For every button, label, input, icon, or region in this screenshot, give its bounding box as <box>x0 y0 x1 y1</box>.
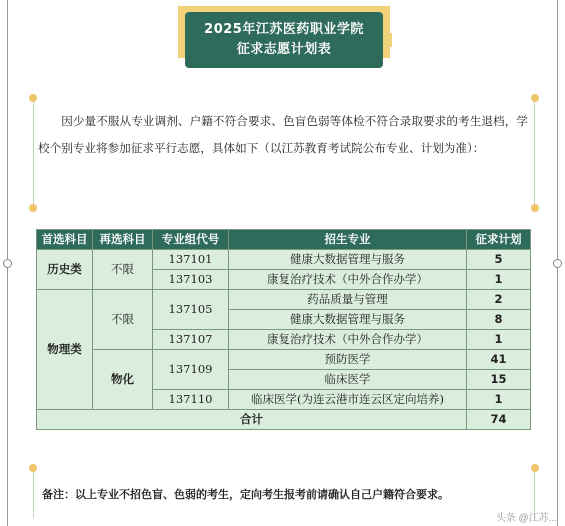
group-code-cell: 137107 <box>153 330 229 350</box>
title-line-2: 征求志愿计划表 <box>236 42 332 57</box>
count-cell: 2 <box>467 290 531 310</box>
total-row <box>37 410 531 430</box>
header-major: 招生专业 <box>229 230 467 250</box>
second-subject-cell: 物化 <box>93 350 153 410</box>
count-cell: 1 <box>467 390 531 410</box>
page-title <box>185 12 383 68</box>
second-subject-cell: 不限 <box>93 250 153 290</box>
major-cell: 临床医学(为连云港市连云区定向培养) <box>229 390 467 410</box>
major-cell: 健康大数据管理与服务 <box>229 310 467 330</box>
group-code-cell: 137103 <box>153 270 229 290</box>
header-group-code: 专业组代号 <box>153 230 229 250</box>
count-cell: 5 <box>467 250 531 270</box>
second-subject-cell: 不限 <box>93 290 153 350</box>
count-cell: 8 <box>467 310 531 330</box>
first-subject-cell: 历史类 <box>37 250 93 290</box>
corner-dot <box>29 94 37 102</box>
total-value: 74 <box>467 410 531 430</box>
header-second-subject: 再选科目 <box>93 230 153 250</box>
intro-paragraph: 因少量不服从专业调剂、户籍不符合要求、色盲色弱等体检不符合录取要求的考生退档，学校个别专业将参加征求平行志愿，具体如下（以江苏教育考试院公布专业、计划为准）： <box>38 114 528 155</box>
total-label: 合计 <box>37 410 467 430</box>
corner-dot <box>29 464 37 472</box>
table-row <box>37 250 531 270</box>
major-cell: 药品质量与管理 <box>229 290 467 310</box>
count-cell: 41 <box>467 350 531 370</box>
header-plan-count: 征求计划 <box>467 230 531 250</box>
corner-dot <box>531 94 539 102</box>
major-cell: 临床医学 <box>229 370 467 390</box>
group-code-cell: 137105 <box>153 290 229 330</box>
group-code-cell: 137101 <box>153 250 229 270</box>
group-code-cell: 137109 <box>153 350 229 390</box>
major-cell: 预防医学 <box>229 350 467 370</box>
major-cell: 康复治疗技术（中外合作办学） <box>229 330 467 350</box>
count-cell: 1 <box>467 270 531 290</box>
table-row <box>37 290 531 310</box>
corner-dot <box>531 204 539 212</box>
header-first-subject: 首选科目 <box>37 230 93 250</box>
count-cell: 15 <box>467 370 531 390</box>
group-code-cell: 137110 <box>153 390 229 410</box>
corner-dot <box>531 464 539 472</box>
watermark: 头条 @江苏... <box>495 513 557 524</box>
plan-table <box>36 229 531 430</box>
count-cell: 1 <box>467 330 531 350</box>
table-header-row <box>37 230 531 250</box>
corner-dot <box>29 204 37 212</box>
resize-handle-right[interactable] <box>553 259 562 268</box>
note-text: 备注：以上专业不招色盲、色弱的考生，定向考生报考前请确认自己户籍符合要求。 <box>42 488 449 501</box>
table-row <box>37 350 531 370</box>
major-cell: 健康大数据管理与服务 <box>229 250 467 270</box>
resize-handle-left[interactable] <box>3 259 12 268</box>
major-cell: 康复治疗技术（中外合作办学） <box>229 270 467 290</box>
title-line-1: 2025年江苏医药职业学院 <box>204 22 364 37</box>
first-subject-cell: 物理类 <box>37 290 93 410</box>
